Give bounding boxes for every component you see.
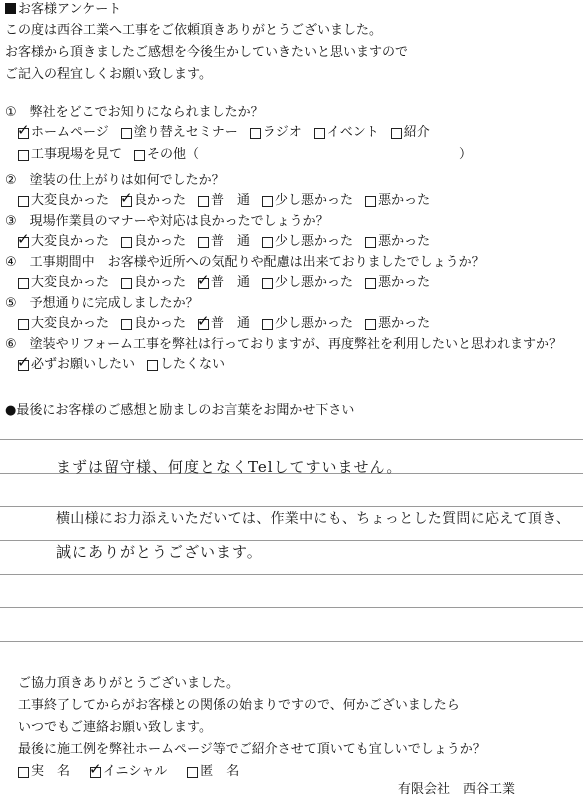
option-label: 工事現場を見て bbox=[31, 147, 123, 162]
question-4-options bbox=[18, 274, 430, 292]
option-item[interactable] bbox=[18, 315, 109, 333]
option-item[interactable] bbox=[262, 315, 353, 333]
option-label: 普 通 bbox=[211, 234, 251, 249]
footer-line-3: いつでもご連絡お願い致します。 bbox=[18, 720, 212, 735]
checked-checkbox[interactable] bbox=[18, 128, 29, 139]
survey-title-text: お客様アンケート bbox=[18, 2, 122, 17]
checkbox[interactable] bbox=[121, 319, 132, 330]
question-2-options bbox=[18, 192, 430, 210]
option-label: したくない bbox=[160, 357, 226, 372]
checked-checkbox[interactable] bbox=[121, 196, 132, 207]
checkbox[interactable] bbox=[18, 319, 29, 330]
publish-option[interactable] bbox=[90, 763, 167, 781]
comment-rule-6 bbox=[0, 607, 583, 608]
option-label: 良かった bbox=[134, 316, 187, 331]
checkbox[interactable] bbox=[198, 196, 209, 207]
option-label: その他（ ） bbox=[147, 147, 473, 162]
question-6-options bbox=[18, 356, 225, 374]
option-item[interactable] bbox=[18, 356, 135, 374]
comment-rule-3 bbox=[0, 506, 583, 507]
question-1: ① 弊社をどこでお知りになられましたか？ bbox=[5, 105, 264, 120]
checkbox[interactable] bbox=[121, 278, 132, 289]
checked-checkbox[interactable] bbox=[198, 319, 209, 330]
checkbox[interactable] bbox=[365, 278, 376, 289]
publish-option[interactable] bbox=[187, 763, 239, 781]
option-label: イベント bbox=[326, 125, 379, 140]
checkbox[interactable] bbox=[365, 196, 376, 207]
option-item[interactable] bbox=[147, 356, 225, 374]
footer-line-2: 工事終了してからがお客様との関係の始まりですので、何かございましたら bbox=[18, 698, 460, 713]
option-label: 普 通 bbox=[211, 275, 251, 290]
intro-line-3: ご記入の程宜しくお願い致します。 bbox=[5, 67, 212, 82]
option-item[interactable] bbox=[198, 274, 250, 292]
checkbox[interactable] bbox=[134, 150, 145, 161]
option-label: 必ずお願いしたい bbox=[31, 357, 136, 372]
option-item[interactable] bbox=[121, 124, 238, 142]
option-item[interactable] bbox=[121, 192, 186, 210]
option-label: 塗り替えセミナー bbox=[133, 125, 238, 140]
option-item[interactable] bbox=[262, 233, 353, 251]
intro-line-1: この度は西谷工業へ工事をご依頼頂きありがとうございました。 bbox=[5, 23, 383, 38]
comment-rule-1 bbox=[0, 439, 583, 440]
square-bullet-icon bbox=[5, 3, 16, 14]
option-label: 良かった bbox=[134, 193, 187, 208]
option-label: 悪かった bbox=[378, 193, 431, 208]
option-label: 良かった bbox=[134, 275, 187, 290]
checkbox[interactable] bbox=[391, 128, 402, 139]
option-item[interactable] bbox=[18, 192, 109, 210]
option-item[interactable] bbox=[18, 233, 109, 251]
checkbox[interactable] bbox=[18, 196, 29, 207]
option-label: 実 名 bbox=[31, 764, 71, 779]
option-label: 普 通 bbox=[211, 316, 251, 331]
option-item[interactable] bbox=[121, 274, 186, 292]
option-label: 大変良かった bbox=[31, 234, 110, 249]
company-name: 有限会社 西谷工業 bbox=[398, 782, 516, 797]
question-1-options bbox=[18, 146, 472, 164]
handwritten-comment-3: 誠にありがとうございます。 bbox=[56, 543, 263, 561]
option-label: 少し悪かった bbox=[275, 275, 354, 290]
option-label: 悪かった bbox=[378, 275, 431, 290]
checkbox[interactable] bbox=[314, 128, 325, 139]
option-item[interactable] bbox=[18, 124, 109, 142]
option-label: 悪かった bbox=[378, 234, 431, 249]
question-6: ⑥ 塗装やリフォーム工事を弊社は行っておりますが、再度弊社を利用したいと思われますか？ bbox=[5, 337, 563, 352]
checkbox[interactable] bbox=[18, 278, 29, 289]
option-item[interactable] bbox=[391, 124, 430, 142]
checked-checkbox[interactable] bbox=[18, 360, 29, 371]
option-label: 少し悪かった bbox=[275, 193, 354, 208]
checkbox[interactable] bbox=[250, 128, 261, 139]
option-item[interactable] bbox=[365, 192, 430, 210]
option-label: 悪かった bbox=[378, 316, 431, 331]
checkbox[interactable] bbox=[147, 360, 158, 371]
checkbox[interactable] bbox=[262, 278, 273, 289]
question-3-options bbox=[18, 233, 430, 251]
option-item[interactable] bbox=[134, 146, 472, 164]
option-item[interactable] bbox=[365, 233, 430, 251]
checked-checkbox[interactable] bbox=[18, 237, 29, 248]
option-item[interactable] bbox=[18, 274, 109, 292]
option-item[interactable] bbox=[250, 124, 302, 142]
intro-line-2: お客様から頂きましたご感想を今後生かしていきたいと思いますので bbox=[5, 45, 409, 60]
publish-option[interactable] bbox=[18, 763, 70, 781]
checkbox[interactable] bbox=[187, 767, 198, 778]
option-label: イニシャル bbox=[103, 764, 168, 779]
checkbox[interactable] bbox=[262, 196, 273, 207]
question-3: ③ 現場作業員のマナーや対応は良かったでしょうか？ bbox=[5, 214, 329, 229]
checkbox[interactable] bbox=[18, 150, 29, 161]
option-label: 少し悪かった bbox=[275, 234, 354, 249]
question-4: ④ 工事期間中 お客様や近所への気配りや配慮は出来ておりましたでしょうか？ bbox=[5, 255, 485, 270]
footer-line-1: ご協力頂きありがとうございました。 bbox=[18, 676, 240, 691]
option-item[interactable] bbox=[18, 146, 122, 164]
option-label: ホームページ bbox=[31, 125, 109, 140]
option-item[interactable] bbox=[121, 315, 186, 333]
option-item[interactable] bbox=[198, 192, 250, 210]
option-label: 匿 名 bbox=[200, 764, 240, 779]
handwritten-comment-1: まずは留守様、何度となくTelしてすいません。 bbox=[56, 458, 403, 476]
option-item[interactable] bbox=[262, 274, 353, 292]
option-item[interactable] bbox=[314, 124, 379, 142]
checkbox[interactable] bbox=[121, 237, 132, 248]
comment-rule-5 bbox=[0, 574, 583, 575]
question-2: ② 塗装の仕上がりは如何でしたか？ bbox=[5, 173, 225, 188]
option-item[interactable] bbox=[262, 192, 353, 210]
option-item[interactable] bbox=[121, 233, 186, 251]
checkbox[interactable] bbox=[262, 319, 273, 330]
question-5: ⑤ 予想通りに完成しましたか？ bbox=[5, 296, 199, 311]
option-item[interactable] bbox=[365, 315, 430, 333]
checkbox[interactable] bbox=[365, 319, 376, 330]
checked-checkbox[interactable] bbox=[198, 278, 209, 289]
option-item[interactable] bbox=[198, 315, 250, 333]
option-label: 少し悪かった bbox=[275, 316, 354, 331]
comments-heading: ●最後にお客様のご感想と励ましのお言葉をお聞かせ下さい bbox=[5, 403, 355, 418]
option-label: 普 通 bbox=[211, 193, 251, 208]
checked-checkbox[interactable] bbox=[90, 767, 101, 778]
checkbox[interactable] bbox=[18, 767, 29, 778]
option-label: 大変良かった bbox=[31, 316, 110, 331]
comment-rule-7 bbox=[0, 641, 583, 642]
checkbox[interactable] bbox=[262, 237, 273, 248]
option-item[interactable] bbox=[365, 274, 430, 292]
option-item[interactable] bbox=[198, 233, 250, 251]
option-label: 大変良かった bbox=[31, 275, 110, 290]
option-label: 紹介 bbox=[403, 125, 430, 140]
question-5-options bbox=[18, 315, 430, 333]
checkbox[interactable] bbox=[365, 237, 376, 248]
checkbox[interactable] bbox=[198, 237, 209, 248]
question-1-options bbox=[18, 124, 430, 142]
footer-line-4: 最後に施工例を弊社ホームページ等でご紹介させて頂いても宜しいでしょうか？ bbox=[18, 742, 486, 757]
option-label: ラジオ bbox=[262, 125, 302, 140]
option-label: 大変良かった bbox=[31, 193, 110, 208]
publish-consent-options bbox=[18, 763, 239, 781]
survey-title bbox=[5, 1, 121, 19]
checkbox[interactable] bbox=[121, 128, 132, 139]
option-label: 良かった bbox=[134, 234, 187, 249]
handwritten-comment-2: 横山様にお力添えいただいては、作業中にも、ちょっとした質問に応えて頂き、 bbox=[56, 511, 571, 527]
